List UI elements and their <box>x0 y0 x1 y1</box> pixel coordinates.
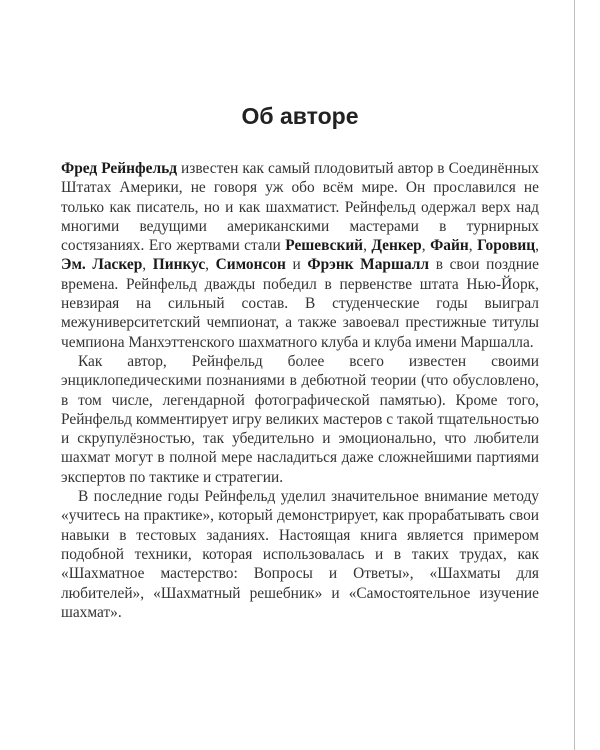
text-run: Как автор, Рейнфельд более всего известен своими энциклопедическими познаниями в дебютной теории (что обусловлено, в том числе, легендарной фотографической памятью). Кроме того, Рейнфельд комментирует игру великих мастеров с такой тщательностью и скрупулёзностью, так убедительно и эмоционально, что любители шахмат могут в полной мере насладиться даже сложнейшими партиями экспертов по тактике и стратегии. <box>61 352 539 486</box>
article-body <box>61 159 539 622</box>
paragraph-2 <box>61 352 539 487</box>
bold-name: Файн <box>430 237 469 255</box>
text-run: , <box>468 237 478 255</box>
text-run: и <box>285 256 308 274</box>
text-run: В последние годы Рейнфельд уделил значительное внимание методу «учитесь на практике», который демонстрирует, как прорабатывать свои навыки в тестовых заданиях. Настоящая книга является примером подобной техники, которая использовалась и в таких трудах, как «Шахматное мастерство: Вопросы и Ответы», «Шахматы для любителей», «Шахматный решебник» и «Самостоятельное изучение шахмат». <box>61 488 539 621</box>
bold-name: Эм. Ласкер <box>61 256 143 274</box>
text-run: , <box>205 256 216 274</box>
bold-name: Симонсон <box>215 256 286 274</box>
paragraph-1 <box>61 159 539 352</box>
text-run: , <box>363 237 372 255</box>
text-run: , <box>535 237 539 255</box>
text-run: известен как самый плодовитый автор в Соединённых Штатах Америки, не говоря уж обо всём мире. Он прославился не только как писатель, но и как шахматист. Рейнфельд одержал верх над многими ведущими американскими мастерами в турнирных состязаниях. Его жертвами стали <box>61 160 539 255</box>
bold-name: Денкер <box>371 237 422 255</box>
bold-name: Горовиц <box>477 237 536 255</box>
text-run: , <box>421 237 431 255</box>
text-run: в свои поздние времена. Рейнфельд дважды победил в первенстве штата Нью-Йорк, невзирая на сильный состав. В студенческие годы выиграл межуниверситетский чемпионат, а также завоевал престижные титулы чемпиона Манхэттенского шахматного клуба и клуба имени Маршалла. <box>61 256 539 351</box>
bold-name: Фрэнк Маршалл <box>307 256 430 274</box>
text-run: , <box>142 256 153 274</box>
page-title: Об авторе <box>241 103 359 129</box>
bold-name: Пинкус <box>152 256 206 274</box>
bold-name: Решевский <box>285 237 364 255</box>
paragraph-3 <box>61 487 539 622</box>
bold-name: Фред Рейнфельд <box>61 160 178 177</box>
